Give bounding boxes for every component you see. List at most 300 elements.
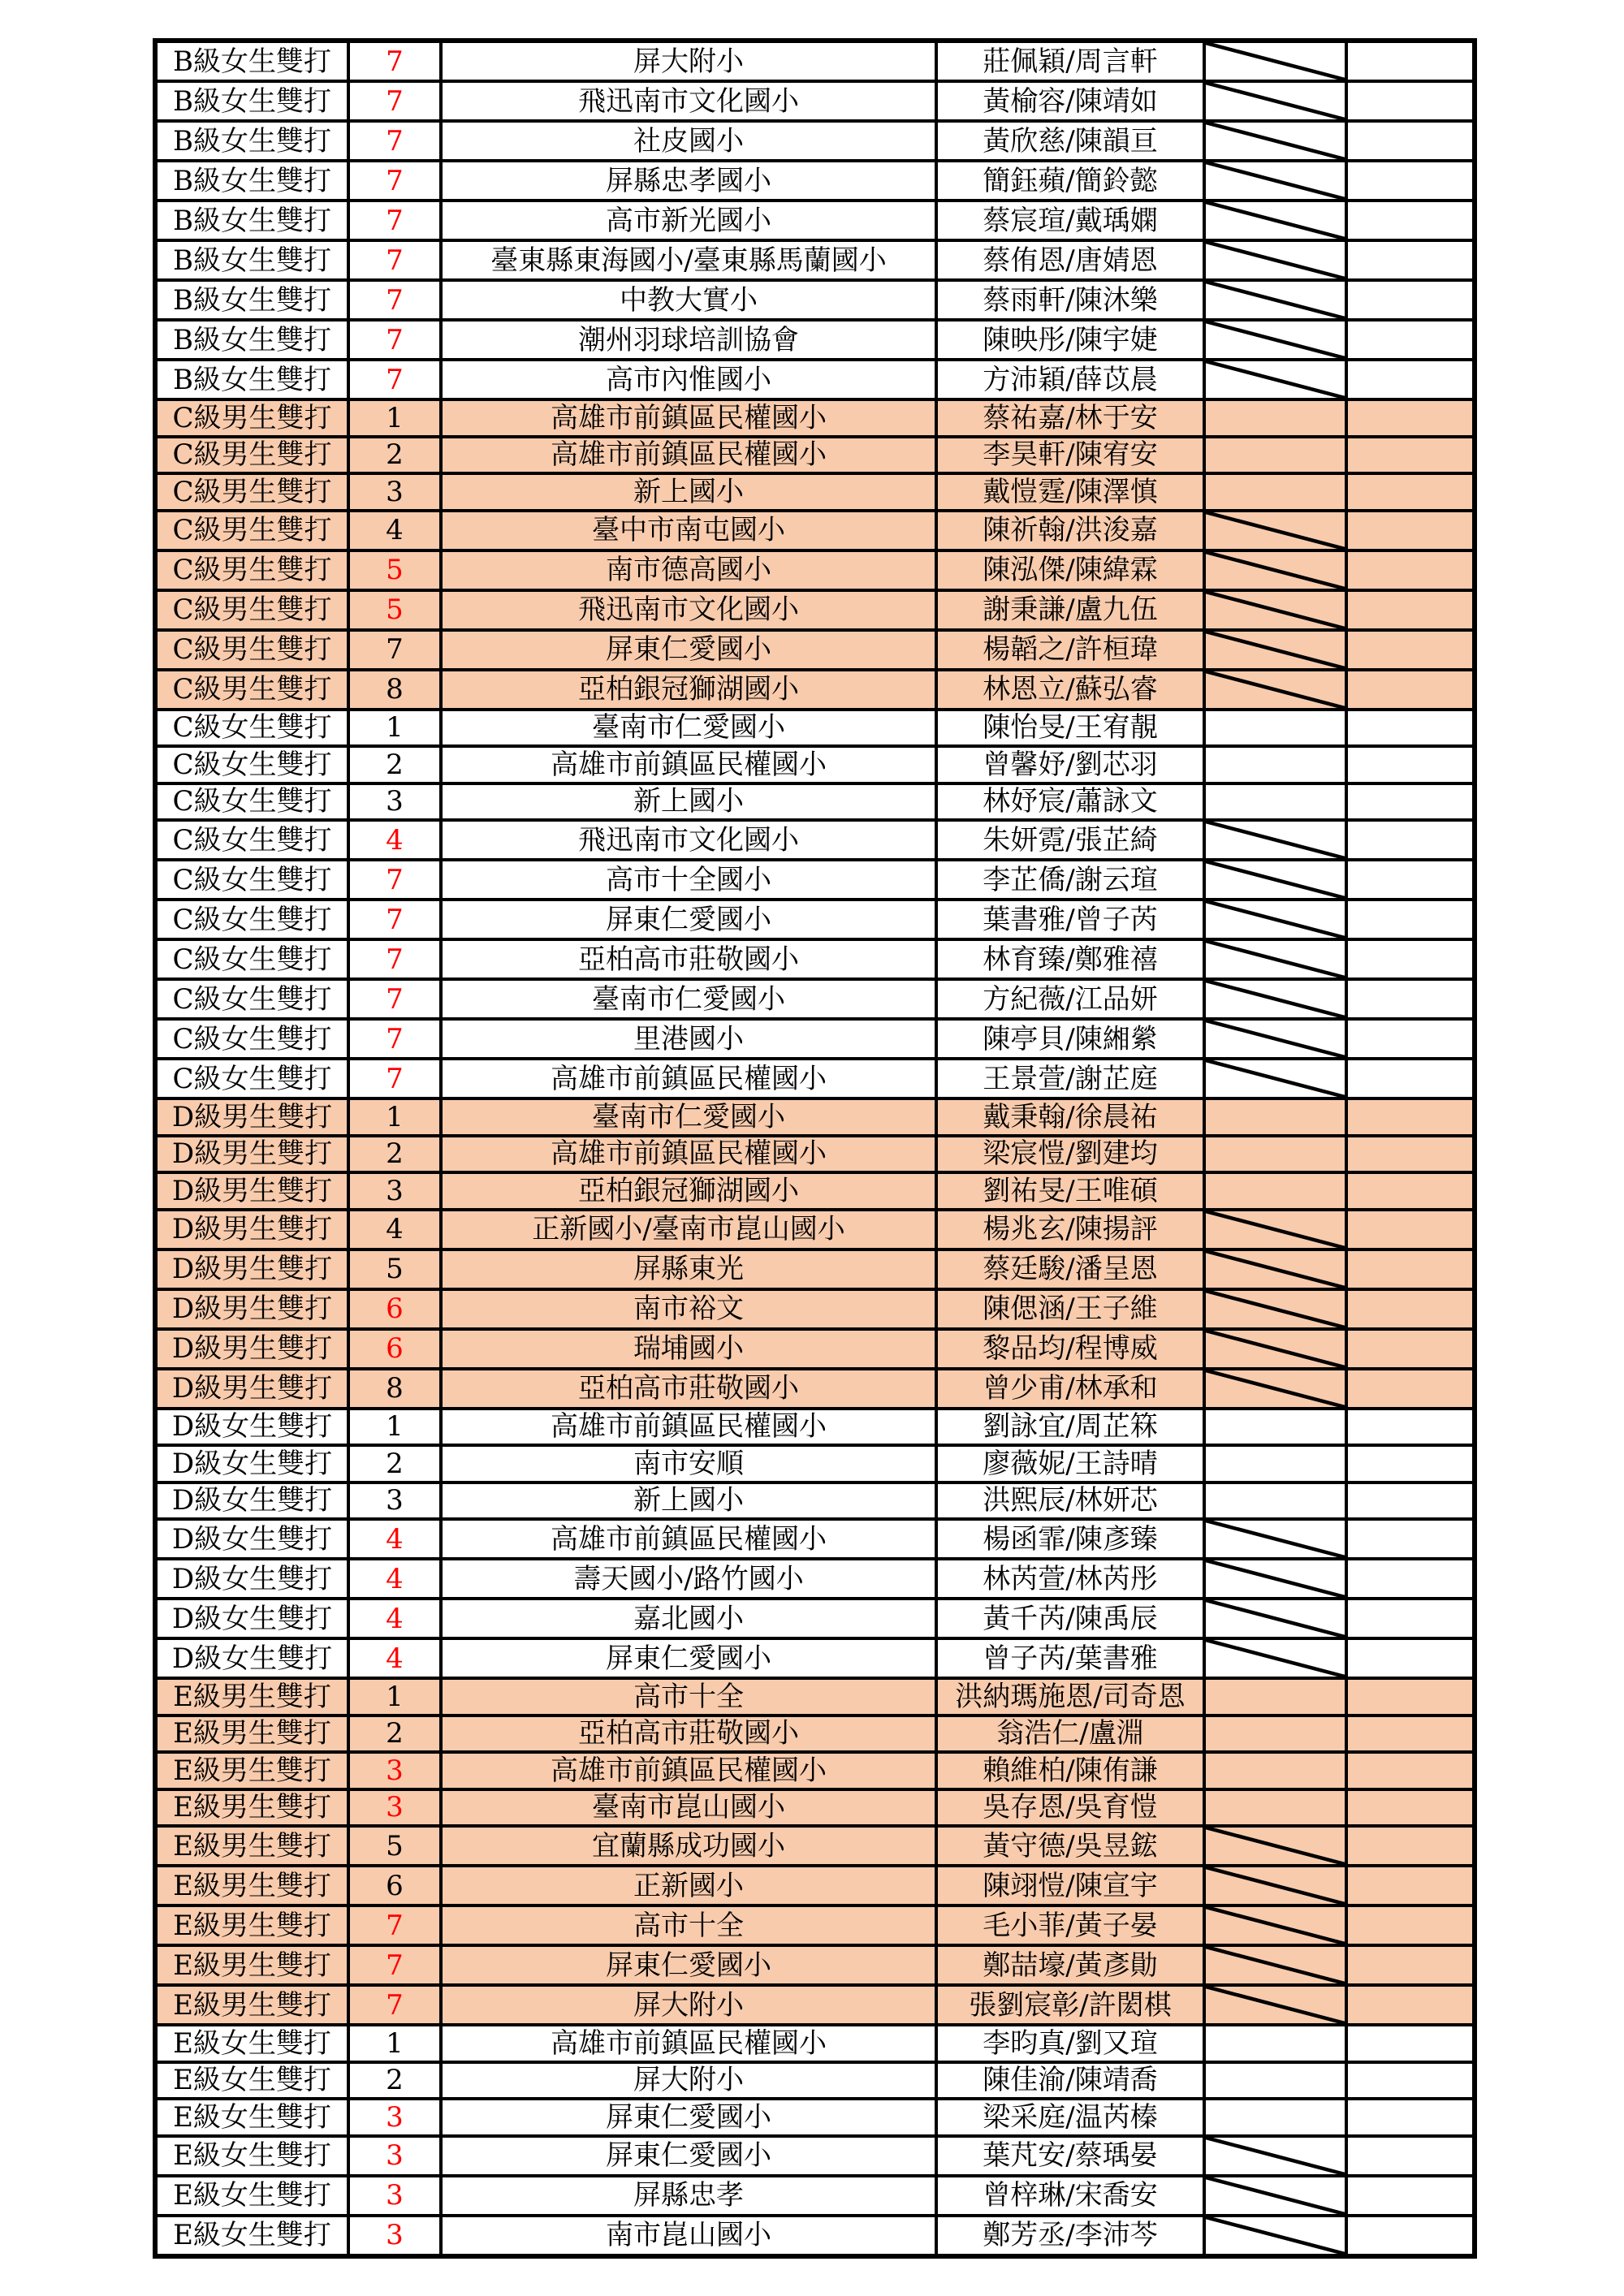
players-cell: 劉祐旻/王唯碩 bbox=[936, 1172, 1204, 1210]
school-cell: 壽天國小/路竹國小 bbox=[441, 1559, 936, 1599]
players-cell: 楊韜之/許桓瑋 bbox=[936, 630, 1204, 670]
diagonal-strike-line bbox=[1206, 981, 1345, 1017]
school-cell: 臺南市仁愛國小 bbox=[441, 1098, 936, 1136]
rank-cell: 2 bbox=[348, 1445, 441, 1482]
diagonal-strike-line bbox=[1206, 123, 1345, 159]
strike-cell bbox=[1204, 81, 1346, 121]
players-cell: 朱妍霓/張芷綺 bbox=[936, 820, 1204, 860]
blank-cell bbox=[1346, 1210, 1475, 1249]
school-cell: 高市十全 bbox=[441, 1905, 936, 1945]
strike-cell bbox=[1204, 2176, 1346, 2216]
table-row bbox=[155, 2099, 1475, 2136]
school-cell: 臺中市南屯國小 bbox=[441, 511, 936, 550]
school-cell: 屏大附小 bbox=[441, 1985, 936, 2025]
diagonal-strike-line bbox=[1206, 2138, 1345, 2174]
rank-cell: 7 bbox=[348, 860, 441, 900]
table-row bbox=[155, 201, 1475, 240]
table-row bbox=[155, 1059, 1475, 1098]
school-cell: 飛迅南市文化國小 bbox=[441, 81, 936, 121]
blank-cell bbox=[1346, 1519, 1475, 1559]
blank-cell bbox=[1346, 511, 1475, 550]
rank-cell: 3 bbox=[348, 2216, 441, 2256]
players-cell: 翁浩仁/盧淵 bbox=[936, 1716, 1204, 1753]
players-cell: 葉書雅/曾子芮 bbox=[936, 900, 1204, 939]
rank-cell: 3 bbox=[348, 1172, 441, 1210]
diagonal-strike-line bbox=[1206, 43, 1345, 80]
strike-cell bbox=[1204, 399, 1346, 437]
category-cell: E級男生雙打 bbox=[155, 1826, 348, 1866]
tournament-results-sheet bbox=[153, 38, 1477, 2259]
blank-cell bbox=[1346, 399, 1475, 437]
rank-cell: 3 bbox=[348, 2099, 441, 2136]
blank-cell bbox=[1346, 161, 1475, 201]
category-cell: E級男生雙打 bbox=[155, 1716, 348, 1753]
blank-cell bbox=[1346, 710, 1475, 747]
school-cell: 高雄市前鎮區民權國小 bbox=[441, 1752, 936, 1789]
blank-cell bbox=[1346, 1678, 1475, 1716]
category-cell: C級男生雙打 bbox=[155, 630, 348, 670]
school-cell: 南市崑山國小 bbox=[441, 2216, 936, 2256]
table-row bbox=[155, 473, 1475, 511]
players-cell: 張劉宸彰/許閎棋 bbox=[936, 1985, 1204, 2025]
strike-cell bbox=[1204, 630, 1346, 670]
table-row bbox=[155, 437, 1475, 474]
table-row bbox=[155, 550, 1475, 590]
category-cell: C級男生雙打 bbox=[155, 550, 348, 590]
school-cell: 屏大附小 bbox=[441, 41, 936, 81]
school-cell: 中教大實小 bbox=[441, 280, 936, 320]
school-cell: 新上國小 bbox=[441, 1482, 936, 1520]
players-cell: 陳偲涵/王子維 bbox=[936, 1289, 1204, 1329]
strike-cell bbox=[1204, 161, 1346, 201]
players-cell: 林恩立/蘇弘睿 bbox=[936, 670, 1204, 710]
blank-cell bbox=[1346, 2025, 1475, 2062]
diagonal-strike-line bbox=[1206, 632, 1345, 668]
blank-cell bbox=[1346, 437, 1475, 474]
table-row bbox=[155, 1678, 1475, 1716]
blank-cell bbox=[1346, 550, 1475, 590]
category-cell: D級男生雙打 bbox=[155, 1172, 348, 1210]
blank-cell bbox=[1346, 979, 1475, 1019]
school-cell: 亞柏高市莊敬國小 bbox=[441, 939, 936, 979]
school-cell: 南市安順 bbox=[441, 1445, 936, 1482]
rank-cell: 2 bbox=[348, 1136, 441, 1173]
school-cell: 高雄市前鎮區民權國小 bbox=[441, 437, 936, 474]
table-row bbox=[155, 2062, 1475, 2100]
school-cell: 南市德高國小 bbox=[441, 550, 936, 590]
diagonal-strike-line bbox=[1206, 1560, 1345, 1597]
rank-cell: 6 bbox=[348, 1289, 441, 1329]
category-cell: D級男生雙打 bbox=[155, 1249, 348, 1289]
players-cell: 黃守德/吳昱鋐 bbox=[936, 1826, 1204, 1866]
diagonal-strike-line bbox=[1206, 1060, 1345, 1097]
category-cell: D級女生雙打 bbox=[155, 1409, 348, 1446]
blank-cell bbox=[1346, 900, 1475, 939]
table-row bbox=[155, 121, 1475, 161]
diagonal-strike-line bbox=[1206, 1600, 1345, 1637]
strike-cell bbox=[1204, 1172, 1346, 1210]
blank-cell bbox=[1346, 1172, 1475, 1210]
school-cell: 高市內惟國小 bbox=[441, 360, 936, 399]
school-cell: 屏東仁愛國小 bbox=[441, 1638, 936, 1678]
category-cell: B級女生雙打 bbox=[155, 161, 348, 201]
rank-cell: 5 bbox=[348, 1249, 441, 1289]
school-cell: 亞柏銀冠獅湖國小 bbox=[441, 1172, 936, 1210]
players-cell: 曾子芮/葉書雅 bbox=[936, 1638, 1204, 1678]
table-row bbox=[155, 360, 1475, 399]
school-cell: 正新國小/臺南市崑山國小 bbox=[441, 1210, 936, 1249]
players-cell: 蔡侑恩/唐婧恩 bbox=[936, 240, 1204, 280]
blank-cell bbox=[1346, 2136, 1475, 2176]
table-row bbox=[155, 1329, 1475, 1369]
category-cell: B級女生雙打 bbox=[155, 201, 348, 240]
players-cell: 林育臻/鄭雅禧 bbox=[936, 939, 1204, 979]
school-cell: 高雄市前鎮區民權國小 bbox=[441, 1409, 936, 1446]
strike-cell bbox=[1204, 550, 1346, 590]
diagonal-strike-line bbox=[1206, 512, 1345, 549]
strike-cell bbox=[1204, 437, 1346, 474]
diagonal-strike-line bbox=[1206, 1251, 1345, 1288]
category-cell: D級男生雙打 bbox=[155, 1329, 348, 1369]
blank-cell bbox=[1346, 1905, 1475, 1945]
school-cell: 屏縣忠孝 bbox=[441, 2176, 936, 2216]
rank-cell: 7 bbox=[348, 630, 441, 670]
table-row bbox=[155, 41, 1475, 81]
school-cell: 高雄市前鎮區民權國小 bbox=[441, 1059, 936, 1098]
diagonal-strike-line bbox=[1206, 2217, 1345, 2254]
blank-cell bbox=[1346, 1409, 1475, 1446]
strike-cell bbox=[1204, 2099, 1346, 2136]
rank-cell: 7 bbox=[348, 1945, 441, 1985]
diagonal-strike-line bbox=[1206, 861, 1345, 898]
table-row bbox=[155, 1985, 1475, 2025]
diagonal-strike-line bbox=[1206, 1640, 1345, 1677]
strike-cell bbox=[1204, 783, 1346, 821]
players-cell: 曾少甫/林承和 bbox=[936, 1369, 1204, 1409]
rank-cell: 3 bbox=[348, 1482, 441, 1520]
blank-cell bbox=[1346, 1482, 1475, 1520]
category-cell: D級女生雙打 bbox=[155, 1599, 348, 1638]
category-cell: E級女生雙打 bbox=[155, 2136, 348, 2176]
diagonal-strike-line bbox=[1206, 901, 1345, 938]
rank-cell: 7 bbox=[348, 201, 441, 240]
strike-cell bbox=[1204, 1289, 1346, 1329]
category-cell: C級女生雙打 bbox=[155, 783, 348, 821]
rank-cell: 5 bbox=[348, 1826, 441, 1866]
table-row bbox=[155, 1638, 1475, 1678]
category-cell: D級男生雙打 bbox=[155, 1210, 348, 1249]
table-row bbox=[155, 320, 1475, 360]
strike-cell bbox=[1204, 710, 1346, 747]
blank-cell bbox=[1346, 1559, 1475, 1599]
school-cell: 臺南市崑山國小 bbox=[441, 1789, 936, 1827]
table-row bbox=[155, 1249, 1475, 1289]
school-cell: 屏東仁愛國小 bbox=[441, 2099, 936, 2136]
strike-cell bbox=[1204, 2025, 1346, 2062]
table-row bbox=[155, 1136, 1475, 1173]
strike-cell bbox=[1204, 511, 1346, 550]
diagonal-strike-line bbox=[1206, 552, 1345, 589]
blank-cell bbox=[1346, 1136, 1475, 1173]
rank-cell: 1 bbox=[348, 1409, 441, 1446]
category-cell: D級女生雙打 bbox=[155, 1638, 348, 1678]
strike-cell bbox=[1204, 1716, 1346, 1753]
rank-cell: 5 bbox=[348, 550, 441, 590]
table-row bbox=[155, 710, 1475, 747]
strike-cell bbox=[1204, 1445, 1346, 1482]
table-row bbox=[155, 81, 1475, 121]
players-cell: 洪納瑪施恩/司奇恩 bbox=[936, 1678, 1204, 1716]
school-cell: 宜蘭縣成功國小 bbox=[441, 1826, 936, 1866]
table-row bbox=[155, 2216, 1475, 2256]
players-cell: 廖薇妮/王詩晴 bbox=[936, 1445, 1204, 1482]
table-row bbox=[155, 1752, 1475, 1789]
diagonal-strike-line bbox=[1206, 282, 1345, 318]
diagonal-strike-line bbox=[1206, 2177, 1345, 2214]
category-cell: E級男生雙打 bbox=[155, 1905, 348, 1945]
diagonal-strike-line bbox=[1206, 1947, 1345, 1983]
players-cell: 楊函霏/陳彥臻 bbox=[936, 1519, 1204, 1559]
players-cell: 陳祈翰/洪浚嘉 bbox=[936, 511, 1204, 550]
strike-cell bbox=[1204, 1945, 1346, 1985]
rank-cell: 2 bbox=[348, 746, 441, 783]
blank-cell bbox=[1346, 2176, 1475, 2216]
table-row bbox=[155, 1482, 1475, 1520]
school-cell: 屏東仁愛國小 bbox=[441, 900, 936, 939]
rank-cell: 4 bbox=[348, 1519, 441, 1559]
category-cell: D級女生雙打 bbox=[155, 1559, 348, 1599]
category-cell: C級男生雙打 bbox=[155, 590, 348, 630]
table-row bbox=[155, 1019, 1475, 1059]
strike-cell bbox=[1204, 121, 1346, 161]
diagonal-strike-line bbox=[1206, 592, 1345, 628]
category-cell: C級女生雙打 bbox=[155, 710, 348, 747]
blank-cell bbox=[1346, 1098, 1475, 1136]
category-cell: D級男生雙打 bbox=[155, 1289, 348, 1329]
table-row bbox=[155, 280, 1475, 320]
table-row bbox=[155, 1409, 1475, 1446]
rank-cell: 4 bbox=[348, 511, 441, 550]
school-cell: 臺南市仁愛國小 bbox=[441, 979, 936, 1019]
strike-cell bbox=[1204, 1482, 1346, 1520]
rank-cell: 1 bbox=[348, 2025, 441, 2062]
diagonal-strike-line bbox=[1206, 941, 1345, 978]
category-cell: E級男生雙打 bbox=[155, 1789, 348, 1827]
blank-cell bbox=[1346, 41, 1475, 81]
category-cell: B級女生雙打 bbox=[155, 240, 348, 280]
blank-cell bbox=[1346, 670, 1475, 710]
rank-cell: 3 bbox=[348, 473, 441, 511]
blank-cell bbox=[1346, 860, 1475, 900]
strike-cell bbox=[1204, 240, 1346, 280]
school-cell: 嘉北國小 bbox=[441, 1599, 936, 1638]
table-row bbox=[155, 1716, 1475, 1753]
strike-cell bbox=[1204, 360, 1346, 399]
blank-cell bbox=[1346, 1599, 1475, 1638]
table-row bbox=[155, 1599, 1475, 1638]
strike-cell bbox=[1204, 1136, 1346, 1173]
players-cell: 蔡雨軒/陳沐樂 bbox=[936, 280, 1204, 320]
school-cell: 潮州羽球培訓協會 bbox=[441, 320, 936, 360]
players-cell: 林妤宸/蕭詠文 bbox=[936, 783, 1204, 821]
blank-cell bbox=[1346, 360, 1475, 399]
players-cell: 洪熙辰/林妍芯 bbox=[936, 1482, 1204, 1520]
category-cell: D級男生雙打 bbox=[155, 1098, 348, 1136]
school-cell: 屏東仁愛國小 bbox=[441, 630, 936, 670]
players-cell: 陳亭貝/陳緗縈 bbox=[936, 1019, 1204, 1059]
players-cell: 方紀薇/江品妍 bbox=[936, 979, 1204, 1019]
strike-cell bbox=[1204, 900, 1346, 939]
diagonal-strike-line bbox=[1206, 1867, 1345, 1904]
players-cell: 陳映彤/陳宇婕 bbox=[936, 320, 1204, 360]
rank-cell: 7 bbox=[348, 360, 441, 399]
category-cell: B級女生雙打 bbox=[155, 81, 348, 121]
rank-cell: 2 bbox=[348, 1716, 441, 1753]
category-cell: E級男生雙打 bbox=[155, 1752, 348, 1789]
blank-cell bbox=[1346, 121, 1475, 161]
blank-cell bbox=[1346, 240, 1475, 280]
blank-cell bbox=[1346, 2216, 1475, 2256]
diagonal-strike-line bbox=[1206, 1828, 1345, 1864]
players-cell: 賴維柏/陳侑謙 bbox=[936, 1752, 1204, 1789]
strike-cell bbox=[1204, 590, 1346, 630]
strike-cell bbox=[1204, 473, 1346, 511]
blank-cell bbox=[1346, 1289, 1475, 1329]
players-cell: 李昊軒/陳宥安 bbox=[936, 437, 1204, 474]
table-row bbox=[155, 746, 1475, 783]
rank-cell: 3 bbox=[348, 783, 441, 821]
blank-cell bbox=[1346, 1059, 1475, 1098]
strike-cell bbox=[1204, 1019, 1346, 1059]
strike-cell bbox=[1204, 670, 1346, 710]
table-row bbox=[155, 900, 1475, 939]
table-row bbox=[155, 1866, 1475, 1905]
blank-cell bbox=[1346, 1789, 1475, 1827]
rank-cell: 4 bbox=[348, 1599, 441, 1638]
table-row bbox=[155, 1789, 1475, 1827]
category-cell: C級女生雙打 bbox=[155, 860, 348, 900]
strike-cell bbox=[1204, 1210, 1346, 1249]
school-cell: 正新國小 bbox=[441, 1866, 936, 1905]
blank-cell bbox=[1346, 820, 1475, 860]
strike-cell bbox=[1204, 1519, 1346, 1559]
category-cell: E級女生雙打 bbox=[155, 2099, 348, 2136]
rank-cell: 6 bbox=[348, 1329, 441, 1369]
school-cell: 里港國小 bbox=[441, 1019, 936, 1059]
rank-cell: 2 bbox=[348, 2062, 441, 2100]
category-cell: D級女生雙打 bbox=[155, 1482, 348, 1520]
strike-cell bbox=[1204, 2062, 1346, 2100]
rank-cell: 1 bbox=[348, 1098, 441, 1136]
rank-cell: 7 bbox=[348, 280, 441, 320]
players-cell: 林芮萱/林芮彤 bbox=[936, 1559, 1204, 1599]
rank-cell: 7 bbox=[348, 939, 441, 979]
category-cell: E級男生雙打 bbox=[155, 1945, 348, 1985]
strike-cell bbox=[1204, 1866, 1346, 1905]
table-row bbox=[155, 1369, 1475, 1409]
school-cell: 高市十全國小 bbox=[441, 860, 936, 900]
rank-cell: 6 bbox=[348, 1866, 441, 1905]
strike-cell bbox=[1204, 1559, 1346, 1599]
rank-cell: 1 bbox=[348, 399, 441, 437]
players-cell: 葉芃安/蔡瑀晏 bbox=[936, 2136, 1204, 2176]
school-cell: 高雄市前鎮區民權國小 bbox=[441, 1519, 936, 1559]
rank-cell: 4 bbox=[348, 820, 441, 860]
diagonal-strike-line bbox=[1206, 162, 1345, 199]
rank-cell: 2 bbox=[348, 437, 441, 474]
rank-cell: 3 bbox=[348, 2176, 441, 2216]
blank-cell bbox=[1346, 590, 1475, 630]
results-table bbox=[153, 38, 1477, 2259]
category-cell: E級女生雙打 bbox=[155, 2216, 348, 2256]
strike-cell bbox=[1204, 1905, 1346, 1945]
diagonal-strike-line bbox=[1206, 1521, 1345, 1557]
rank-cell: 8 bbox=[348, 1369, 441, 1409]
category-cell: B級女生雙打 bbox=[155, 280, 348, 320]
strike-cell bbox=[1204, 41, 1346, 81]
strike-cell bbox=[1204, 1789, 1346, 1827]
table-row bbox=[155, 399, 1475, 437]
players-cell: 蔡廷駿/潘呈恩 bbox=[936, 1249, 1204, 1289]
players-cell: 謝秉謙/盧九伍 bbox=[936, 590, 1204, 630]
school-cell: 屏東仁愛國小 bbox=[441, 2136, 936, 2176]
category-cell: B級女生雙打 bbox=[155, 121, 348, 161]
category-cell: D級女生雙打 bbox=[155, 1445, 348, 1482]
strike-cell bbox=[1204, 1409, 1346, 1446]
players-cell: 黃榆容/陳靖如 bbox=[936, 81, 1204, 121]
category-cell: D級男生雙打 bbox=[155, 1369, 348, 1409]
school-cell: 高雄市前鎮區民權國小 bbox=[441, 399, 936, 437]
table-row bbox=[155, 939, 1475, 979]
players-cell: 鄭喆壕/黃彥勛 bbox=[936, 1945, 1204, 1985]
blank-cell bbox=[1346, 1445, 1475, 1482]
players-cell: 梁采庭/温芮榛 bbox=[936, 2099, 1204, 2136]
players-cell: 簡鈺蘋/簡鈴懿 bbox=[936, 161, 1204, 201]
table-row bbox=[155, 1519, 1475, 1559]
blank-cell bbox=[1346, 1249, 1475, 1289]
players-cell: 黃千芮/陳禹辰 bbox=[936, 1599, 1204, 1638]
players-cell: 方沛穎/薛苡晨 bbox=[936, 360, 1204, 399]
category-cell: C級男生雙打 bbox=[155, 670, 348, 710]
players-cell: 鄭芳丞/李沛芩 bbox=[936, 2216, 1204, 2256]
strike-cell bbox=[1204, 1329, 1346, 1369]
school-cell: 南市裕文 bbox=[441, 1289, 936, 1329]
rank-cell: 7 bbox=[348, 81, 441, 121]
strike-cell bbox=[1204, 820, 1346, 860]
players-cell: 黎品均/程博威 bbox=[936, 1329, 1204, 1369]
category-cell: B級女生雙打 bbox=[155, 41, 348, 81]
category-cell: C級女生雙打 bbox=[155, 939, 348, 979]
category-cell: C級女生雙打 bbox=[155, 979, 348, 1019]
strike-cell bbox=[1204, 1985, 1346, 2025]
rank-cell: 3 bbox=[348, 2136, 441, 2176]
results-table-body bbox=[155, 41, 1475, 2256]
diagonal-strike-line bbox=[1206, 1211, 1345, 1248]
school-cell: 高市十全 bbox=[441, 1678, 936, 1716]
blank-cell bbox=[1346, 1716, 1475, 1753]
strike-cell bbox=[1204, 1369, 1346, 1409]
players-cell: 莊佩穎/周言軒 bbox=[936, 41, 1204, 81]
rank-cell: 1 bbox=[348, 710, 441, 747]
table-row bbox=[155, 1210, 1475, 1249]
school-cell: 屏大附小 bbox=[441, 2062, 936, 2100]
blank-cell bbox=[1346, 1638, 1475, 1678]
rank-cell: 3 bbox=[348, 1789, 441, 1827]
blank-cell bbox=[1346, 1329, 1475, 1369]
blank-cell bbox=[1346, 1866, 1475, 1905]
rank-cell: 7 bbox=[348, 41, 441, 81]
table-row bbox=[155, 590, 1475, 630]
